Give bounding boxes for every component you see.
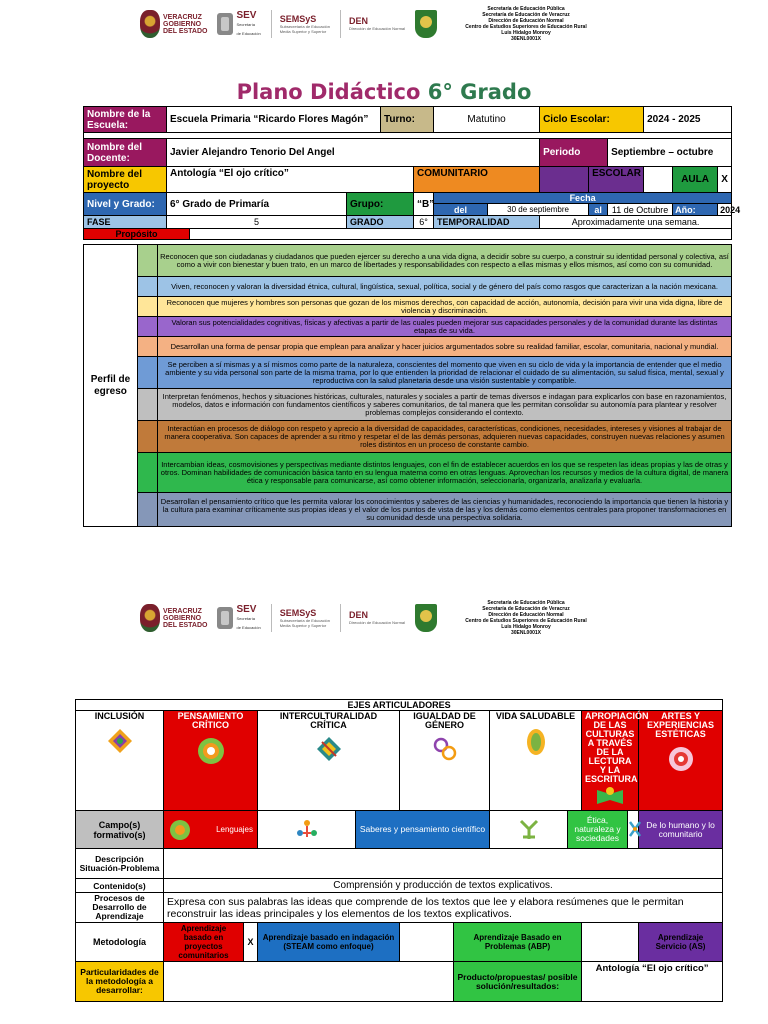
producto-label: Producto/propuestas/ posible solución/resultados: xyxy=(454,962,582,1002)
perfil-table xyxy=(83,244,732,527)
perfil-row-text: Reconocen que mujeres y hombres son personas que gozan de los mismos derechos, con capacidad de acción, autonomía, decisión para vivir una vida digna, libre de violencia y discriminación. xyxy=(158,297,732,317)
anio-value: 2024 xyxy=(718,204,732,216)
gov-line: Centro de Estudios Superiores de Educación Rural xyxy=(465,24,587,30)
saberes-icon xyxy=(293,815,321,843)
semsys-title: SEMSyS xyxy=(279,13,317,24)
particularidades-value xyxy=(164,962,454,1002)
perfil-row-text: Reconocen que son ciudadanas y ciudadanos que pueden ejercer su derecho a una vida digna, a decidir sobre su cuerpo, a construir su identidad personal y colectiva, así como a vivir con bienestar y buen trato, en un marco de libertades y responsabilidades con respecto a ellas mismas y ellos mismos, así como con su comunidad. xyxy=(158,245,732,277)
lenguajes-icon xyxy=(168,818,192,842)
pda-label: Procesos de Desarrollo de Aprendizaje xyxy=(76,893,164,923)
eje-label: APROPIACIÓN DE LAS CULTURAS A TRAVÉS DE LA LECTURA Y LA ESCRITURA xyxy=(585,711,649,784)
perfil-row-text: Desarrollan el pensamiento crítico que les permita valorar los conocimientos y saberes de las ciencias y humanidades, reconociendo la importancia que tienen la historia y la cultura para examinar críticamente sus propias ideas y el valor de los puntos de vista de las y los demás como elementos centrales para proponer transformaciones en su comunidad desde una perspectiva solidaria. xyxy=(158,493,732,527)
gov-line: Secretaría de Educación de Veracruz xyxy=(482,606,570,612)
eje-label: INTERCULTURALIDAD CRÍTICA xyxy=(279,711,378,730)
docente-name: Javier Alejandro Tenorio Del Angel xyxy=(167,139,540,167)
eje-lectura xyxy=(582,711,649,811)
title-part-1: Plano Didáctico xyxy=(236,80,421,104)
semsys-logo xyxy=(280,4,330,44)
logo-divider xyxy=(340,10,341,38)
gov-line: Dirección de Educación Normal xyxy=(488,612,564,618)
docente-label: Nombre del Docente: xyxy=(84,139,167,167)
sev-sub: Secretaría xyxy=(236,21,255,27)
perfil-swatch xyxy=(138,421,158,453)
perfil-swatch xyxy=(138,245,158,277)
campo-humano: De lo humano y lo comunitario xyxy=(639,811,723,849)
grupo-value: “B” xyxy=(414,193,434,216)
veracruz-logo-line: DEL ESTADO xyxy=(163,621,208,629)
den-title: DEN xyxy=(348,16,368,26)
veracruz-logo-line: DEL ESTADO xyxy=(163,27,208,35)
semsys-title: SEMSyS xyxy=(279,607,317,618)
al-value: 11 de Octubre xyxy=(608,204,673,216)
metodo-proyectos-mark: X xyxy=(244,923,258,962)
interculturalidad-icon xyxy=(316,736,342,762)
veracruz-crest-icon xyxy=(140,604,160,632)
del-value: 30 de septiembre xyxy=(488,204,589,216)
del-label: del xyxy=(434,204,488,216)
perfil-row-text: Interpretan fenómenos, hechos y situaciones históricas, culturales, naturales y sociales a partir de temas diversos e indagan para explicarlos con base en razonamientos, modelos, datos e información con fundamentos científicos y saberes comunitarios, de tal manera que les permitan consolidar su autonomía para plantear y resolver problemas complejos considerando el contexto. xyxy=(158,389,732,421)
campo-etica: Ética, naturaleza y sociedades xyxy=(568,811,628,849)
veracruz-logo-line: VERACRUZ xyxy=(163,13,202,21)
fase-label: FASE xyxy=(84,216,167,229)
sev-emblem-icon xyxy=(217,607,233,629)
den-sub: Dirección de Educación Normal xyxy=(348,620,406,625)
temporalidad-value: Aproximadamente una semana. xyxy=(540,216,732,229)
vida-icon xyxy=(523,727,549,757)
gov-line: Secretaría de Educación Pública xyxy=(487,600,565,606)
veracruz-logo-line: GOBIERNO xyxy=(163,614,202,622)
gov-line: 30ENL0001X xyxy=(511,630,542,636)
perfil-row-text: Valoran sus potencialidades cognitivas, físicas y afectivas a partir de las cuales pueden mejorar sus capacidades personales y de la comunidad durante las distintas etapas de su vida. xyxy=(158,317,732,337)
den-title: DEN xyxy=(348,610,368,620)
eje-label: INCLUSIÓN xyxy=(94,711,145,721)
comunitario-label: COMUNITARIO xyxy=(414,167,540,193)
veracruz-logo-line: VERACRUZ xyxy=(163,607,202,615)
veracruz-logo xyxy=(140,598,207,638)
sev-emblem-icon xyxy=(217,13,233,35)
grado-label: GRADO xyxy=(347,216,414,229)
government-lines xyxy=(451,600,601,636)
escolar-label: ESCOLAR xyxy=(589,167,644,193)
perfil-swatch xyxy=(138,493,158,527)
school-name: Escuela Primaria “Ricardo Flores Magón” xyxy=(167,107,381,133)
perfil-swatch xyxy=(138,337,158,357)
metodo-steam: Aprendizaje basado en indagación (STEAM como enfoque) xyxy=(258,923,400,962)
perfil-row-text: Se perciben a sí mismas y a sí mismos como parte de la naturaleza, conscientes del momento que viven en su ciclo de vida y la importancia de entender que el medio ambiente y su vida personal son parte de la misma trama, por lo que entienden la prioridad de relacionar el cuidado de su alimentación, su salud física, mental, sexual y reproductiva con la salud planetaria desde una visión sustentable y compatible. xyxy=(158,357,732,389)
metodologia-label: Metodología xyxy=(76,923,164,962)
comunitario-check xyxy=(540,167,589,193)
info-table xyxy=(83,106,741,240)
perfil-row-text: Viven, reconocen y valoran la diversidad étnica, cultural, lingüística, sexual, política, social y de género del país como rasgos que caracterizan a la nación mexicana. xyxy=(158,277,732,297)
institutional-header xyxy=(140,2,660,46)
school-label: Nombre de la Escuela: xyxy=(84,107,167,133)
eje-igualdad xyxy=(400,711,490,811)
metodo-abp: Aprendizaje Basado en Problemas (ABP) xyxy=(454,923,582,962)
artes-icon xyxy=(667,745,695,773)
perfil-swatch xyxy=(138,453,158,493)
metodo-proyectos: Aprendizaje basado en proyectos comunitarios xyxy=(164,923,244,962)
eje-interculturalidad xyxy=(258,711,400,811)
den-sub: Dirección de Educación Normal xyxy=(348,26,406,31)
perfil-label: Perfil de egreso xyxy=(84,245,138,527)
periodo-value: Septiembre – octubre xyxy=(608,139,732,167)
eje-label: VIDA SALUDABLE xyxy=(495,711,576,721)
perfil-row-text: Intercambian ideas, cosmovisiones y perspectivas mediante distintos lenguajes, con el fin de establecer acuerdos en los que se respeten las ideas propias y las de otras y otros. Dominan habilidades de comunicación básica tanto en su lengua materna como en otras lenguas. Aprovechan los recursos y medios de la cultura digital, de manera ética y responsable para comunicarse, así como obtener información, seleccionarla, organizarla, analizarla y evaluarla. xyxy=(158,453,732,493)
school-shield-icon xyxy=(415,10,437,38)
situacion-value xyxy=(164,849,723,879)
campo-lenguajes-label: Lenguajes xyxy=(216,825,253,834)
nivel-label: Nivel y Grado: xyxy=(84,193,167,216)
proposito-value xyxy=(190,229,732,240)
sev-title: SEV xyxy=(236,603,257,615)
logo-divider xyxy=(271,10,272,38)
sev-sub: de Educación xyxy=(236,624,261,630)
saberes-icon-cell xyxy=(258,811,356,849)
fase-value: 5 xyxy=(167,216,347,229)
periodo-label: Periodo xyxy=(540,139,608,167)
eje-inclusion xyxy=(76,711,164,811)
den-logo xyxy=(349,598,405,638)
ejes-table xyxy=(75,699,723,1002)
campo-saberes: Saberes y pensamiento científico xyxy=(356,811,490,849)
gov-line: Luis Hidalgo Monroy xyxy=(501,624,551,630)
turno-label: Turno: xyxy=(381,107,434,133)
den-logo xyxy=(349,4,405,44)
perfil-swatch xyxy=(138,357,158,389)
grupo-label: Grupo: xyxy=(347,193,414,216)
campos-label: Campo(s) formativo(s) xyxy=(76,811,164,849)
pensamiento-icon xyxy=(196,736,226,766)
ejes-title: EJES ARTICULADORES xyxy=(76,700,723,711)
fecha-label: Fecha xyxy=(434,193,732,204)
ciclo-label: Ciclo Escolar: xyxy=(540,107,644,133)
humano-icon-cell xyxy=(628,811,639,849)
anio-label: Año: xyxy=(673,204,718,216)
sev-sub: de Educación xyxy=(236,30,261,36)
temporalidad-label: TEMPORALIDAD xyxy=(434,216,540,229)
contenido-value: Comprensión y producción de textos explicativos. xyxy=(164,879,723,893)
sev-sub: Secretaría xyxy=(236,615,255,621)
particularidades-label: Particularidades de la metodología a desarrollar: xyxy=(76,962,164,1002)
perfil-swatch xyxy=(138,317,158,337)
proyecto-name: Antología “El ojo crítico” xyxy=(167,167,414,193)
grado-value: 6° xyxy=(414,216,434,229)
pda-value: Expresa con sus palabras las ideas que comprende de los textos que lee y elabora resúmenes que le permitan reconstruir las ideas principales y los elementos de los textos explicativos. xyxy=(164,893,723,923)
semsys-sub: Subsecretaría de Educación xyxy=(279,23,330,29)
school-shield-icon xyxy=(415,604,437,632)
perfil-row-text: Interactúan en procesos de diálogo con respeto y aprecio a la diversidad de capacidades, características, condiciones, necesidades, intereses y visiones al trabajar de manera cooperativa. Son capaces de aprender a su ritmo y respetar el de las demás personas, adquieren nuevas capacidades, construyen nuevas relaciones y asumen roles distintos en un proceso de constante cambio. xyxy=(158,421,732,453)
contenido-label: Contenido(s) xyxy=(76,879,164,893)
inclusion-icon xyxy=(106,727,134,755)
eje-label: ARTES Y EXPERIENCIAS ESTÉTICAS xyxy=(647,711,715,739)
logo-divider xyxy=(271,604,272,632)
sev-title: SEV xyxy=(236,9,257,21)
semsys-sub: Media Superior y Superior xyxy=(279,622,327,628)
perfil-swatch xyxy=(138,389,158,421)
sev-logo xyxy=(217,4,260,44)
eje-label: IGUALDAD DE GÉNERO xyxy=(413,711,476,730)
escolar-check xyxy=(644,167,673,193)
gov-line: Secretaría de Educación de Veracruz xyxy=(482,12,570,18)
metodo-steam-mark xyxy=(400,923,454,962)
gov-line: 30ENL0001X xyxy=(511,36,542,42)
nivel-value: 6° Grado de Primaría xyxy=(167,193,347,216)
campo-lenguajes xyxy=(164,811,258,849)
gov-line: Luis Hidalgo Monroy xyxy=(501,30,551,36)
gov-line: Centro de Estudios Superiores de Educación Rural xyxy=(465,618,587,624)
logo-divider xyxy=(340,604,341,632)
situacion-label: Descripción Situación-Problema xyxy=(76,849,164,879)
metodo-servicio: Aprendizaje Servicio (AS) xyxy=(639,923,723,962)
igualdad-icon xyxy=(432,736,458,762)
institutional-header-2 xyxy=(140,596,660,640)
ciclo-value: 2024 - 2025 xyxy=(644,107,732,133)
perfil-row-text: Desarrollan una forma de pensar propia que emplean para analizar y hacer juicios argumentados sobre su realidad familiar, escolar, comunitaria, nacional y mundial. xyxy=(158,337,732,357)
producto-value: Antología “El ojo crítico” xyxy=(582,962,723,1002)
veracruz-logo xyxy=(140,4,207,44)
semsys-sub: Media Superior y Superior xyxy=(279,28,327,34)
veracruz-crest-icon xyxy=(140,10,160,38)
al-label: al xyxy=(589,204,608,216)
perfil-swatch xyxy=(138,297,158,317)
lectura-icon xyxy=(595,786,625,806)
gov-line: Dirección de Educación Normal xyxy=(488,18,564,24)
proposito-label: Propósito xyxy=(84,229,190,240)
etica-icon xyxy=(517,817,541,841)
semsys-sub: Subsecretaría de Educación xyxy=(279,617,330,623)
eje-artes xyxy=(639,711,723,811)
etica-icon-cell xyxy=(490,811,568,849)
eje-label: PENSAMIENTO CRÍTICO xyxy=(177,711,244,730)
eje-pensamiento xyxy=(164,711,258,811)
aula-label: AULA xyxy=(673,167,718,193)
turno-value: Matutino xyxy=(434,107,540,133)
metodo-abp-mark xyxy=(582,923,639,962)
title-part-2: 6° Grado xyxy=(427,80,532,104)
sev-logo xyxy=(217,598,260,638)
veracruz-logo-line: GOBIERNO xyxy=(163,20,202,28)
aula-check: X xyxy=(718,167,732,193)
perfil-swatch xyxy=(138,277,158,297)
humano-icon xyxy=(628,818,642,840)
proyecto-label: Nombre del proyecto xyxy=(84,167,167,193)
government-lines xyxy=(451,6,601,42)
eje-vida-saludable xyxy=(490,711,582,811)
page-title xyxy=(0,80,768,104)
gov-line: Secretaría de Educación Pública xyxy=(487,6,565,12)
semsys-logo xyxy=(280,598,330,638)
